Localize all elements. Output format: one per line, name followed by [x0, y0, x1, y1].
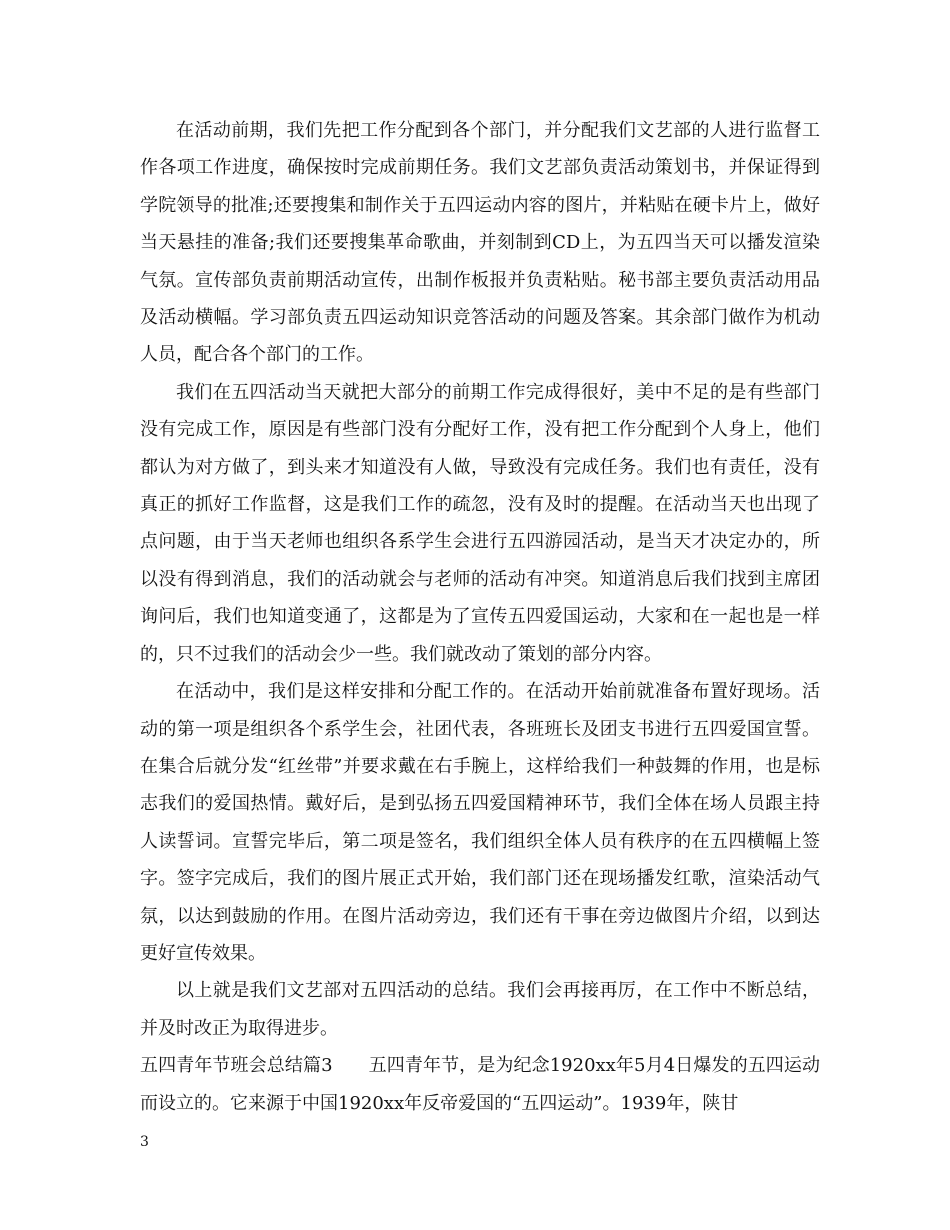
paragraph-problems: 我们在五四活动当天就把大部分的前期工作完成得很好，美中不足的是有些部门没有完成工作，原因是有些部门没有分配好工作，没有把工作分配到个人身上，他们都认为对方做了，到头来才知道没有人做，导致没有完成任务。我们也有责任，没有真正的抓好工作监督，这是我们工作的疏忽，没有及时的提醒。在活动当天也出现了点问题，由于当天老师也组织各系学生会进行五四游园活动，是当天才决定办的，所以没有得到消息，我们的活动就会与老师的活动有冲突。知道消息后我们找到主席团询问后，我们也知道变通了，这都是为了宣传五四爱国运动，大家和在一起也是一样的，只不过我们的活动会少一些。我们就改动了策划的部分内容。 [140, 381, 820, 665]
paragraph-summary: 以上就是我们文艺部对五四活动的总结。我们会再接再厉，在工作中不断总结，并及时改正为取得进步。 [140, 980, 820, 1039]
section-text: 五四青年节，是为纪念1920xx年5月4日爆发的五四运动而设立的。它来源于中国1920xx年反帝爱国的“五四运动”。1939年，陕甘 [140, 1055, 821, 1114]
paragraph-preparation: 在活动前期，我们先把工作分配到各个部门，并分配我们文艺部的人进行监督工作各项工作进度，确保按时完成前期任务。我们文艺部负责活动策划书，并保证得到学院领导的批准;还要搜集和制作关于五四运动内容的图片，并粘贴在硬卡片上，做好当天悬挂的准备;我们还要搜集革命歌曲，并刻制到CD上，为五四当天可以播发渲染气氛。宣传部负责前期活动宣传，出制作板报并负责粘贴。秘书部主要负责活动用品及活动横幅。学习部负责五四运动知识竞答活动的问题及答案。其余部门做作为机动人员，配合各个部门的工作。 [140, 120, 820, 366]
document-body [140, 112, 820, 1122]
paragraph-activity: 在活动中，我们是这样安排和分配工作的。在活动开始前就准备布置好现场。活动的第一项是组织各个系学生会，社团代表，各班班长及团支书进行五四爱国宣誓。在集合后就分发“红丝带”并要求戴在右手腕上，这样给我们一种鼓舞的作用，也是标志我们的爱国热情。戴好后，是到弘扬五四爱国精神环节，我们全体在场人员跟主持人读誓词。宣誓完毕后，第二项是签名，我们组织全体人员有秩序的在五四横幅上签字。签字完成后，我们的图片展正式开始，我们部门还在现场播发红歌，渲染活动气氛，以达到鼓励的作用。在图片活动旁边，我们还有干事在旁边做图片介绍，以到达更好宣传效果。 [140, 681, 820, 964]
page-number: 3 [140, 1134, 149, 1150]
section-heading: 五四青年节班会总结篇3 [140, 1055, 333, 1077]
section-paragraph [140, 1047, 820, 1122]
